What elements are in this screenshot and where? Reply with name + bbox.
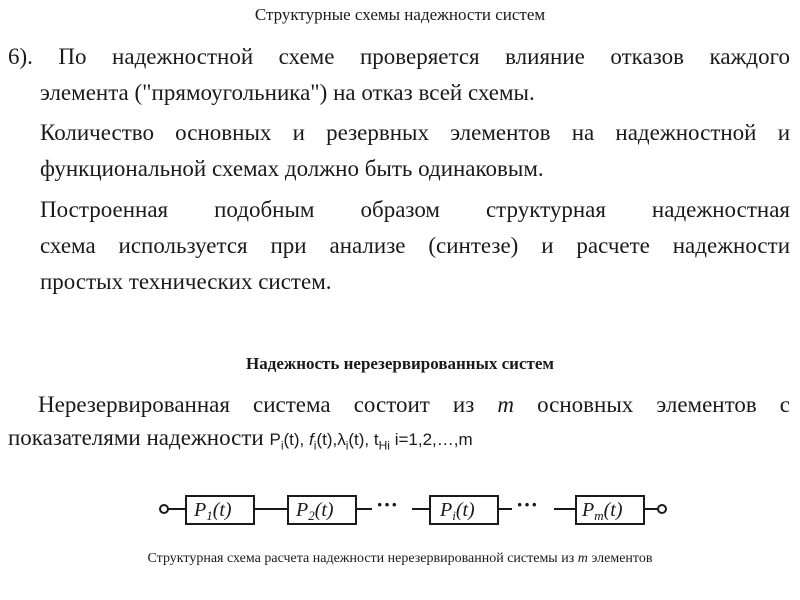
body-line-1 (38, 388, 790, 422)
section-title: Надежность нерезервированных систем (246, 354, 554, 373)
block-2-label: $P_2(t)$ (296, 499, 334, 523)
body-line-2-text: показателями надежности (8, 425, 264, 450)
reliability-formula: $P_i(t)$, $f_i(t),\lambda_i(t)$, $t_{Hi}$ i=1,2,…,m (269, 430, 473, 453)
paragraph-3-line-2: схема используется при анализе (синтезе) и расчете надежности (40, 233, 790, 258)
paragraph-3-line-3: простых технических систем. (40, 269, 332, 294)
ellipsis-2: ··· (516, 492, 539, 517)
body-line-1-suffix: основных элементов с (537, 392, 791, 417)
ellipsis-1: ··· (376, 492, 399, 517)
paragraph-1-line-1: 6). По надежностной схеме проверяется влияние отказов каждого (8, 44, 790, 69)
page-header: Структурные схемы надежности систем (254, 5, 546, 24)
paragraph-1-line-2: элемента ("прямоугольника") на отказ всей схемы. (40, 80, 535, 105)
paragraph-2-line-2: функциональной схемах должно быть одинаковым. (40, 156, 544, 181)
body-line-2 (8, 421, 798, 462)
diagram-caption: Структурная схема расчета надежности нерезервированной системы из m элементов (147, 551, 653, 566)
block-m-label: $P_m(t)$ (582, 499, 623, 523)
input-terminal-icon (160, 505, 168, 513)
block-i-label: $P_i(t)$ (440, 499, 475, 523)
reliability-block-diagram (150, 483, 670, 537)
paragraph-3-line-1: Построенная подобным образом структурная надежностная (40, 197, 790, 222)
output-terminal-icon (658, 505, 666, 513)
paragraph-2-line-1: Количество основных и резервных элементов на надежностной и (40, 120, 790, 145)
block-1-label: $P_1(t)$ (194, 499, 232, 523)
variable-m: m (497, 392, 514, 417)
body-line-1-prefix: Нерезервированная система состоит из (38, 392, 475, 417)
